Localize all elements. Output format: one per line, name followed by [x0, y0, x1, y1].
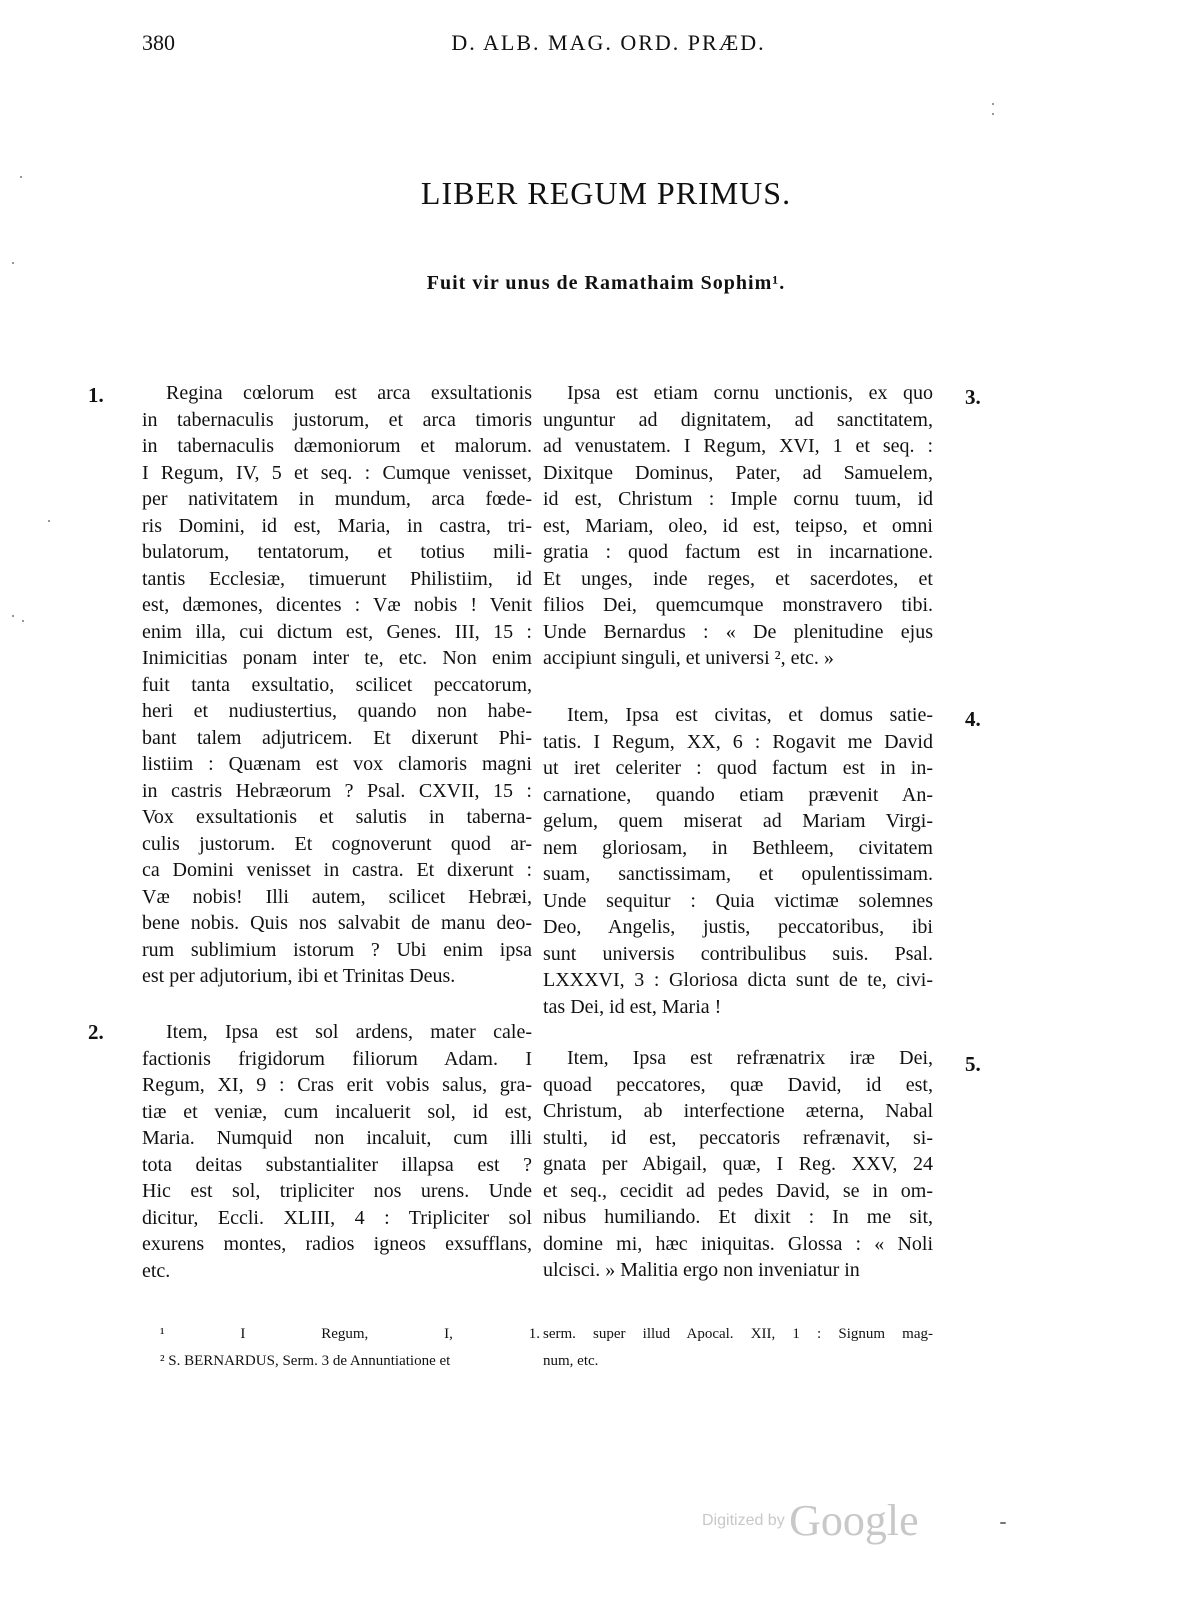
section-number-4: 4. — [965, 707, 981, 731]
text-line: gelum, quem miserat ad Mariam Virgi- — [543, 810, 933, 832]
section-4-text — [543, 702, 933, 1020]
text-line: bant talem adjutricem. Et dixerunt Phi- — [142, 726, 532, 749]
text-line: id est, Christum : Imple cornu tuum, id — [543, 488, 933, 510]
text-line: est, dæmones, dicentes : Væ nobis ! Venit — [142, 594, 532, 616]
text-line: filios Dei, quemcumque monstravero tibi. — [543, 594, 933, 616]
text-line: listiim : Quænam est vox clamoris magni — [142, 753, 532, 775]
text-line: in castris Hebræorum ? Psal. CXVII, 15 : — [142, 779, 532, 802]
text-line: ris Domini, id est, Maria, in castra, tri- — [142, 514, 532, 537]
text-line: serm. super illud Apocal. XII, 1 : Signum mag- — [543, 1326, 933, 1342]
text-line: Ipsa est etiam cornu unctionis, ex quo — [567, 382, 933, 404]
book-title: LIBER REGUM PRIMUS. — [420, 175, 792, 211]
text-line: bene nobis. Quis nos salvabit de manu deo- — [142, 912, 532, 934]
text-line: factionis frigidorum filiorum Adam. I — [142, 1047, 532, 1070]
text-line: stulti, id est, peccatoris refrænavit, si- — [543, 1126, 933, 1149]
text-line: Christum, ab interfectione æterna, Nabal — [543, 1100, 933, 1122]
text-line: domine mi, hæc iniquitas. Glossa : « Noli — [543, 1232, 933, 1255]
text-line: rum sublimium istorum ? Ubi enim ipsa — [142, 938, 532, 961]
scan-speck — [1000, 1522, 1006, 1524]
text-line: bulatorum, tentatorum, et totius mili- — [142, 541, 532, 563]
text-line: carnatione, quando etiam prævenit An- — [543, 783, 933, 806]
footnotes-left — [160, 1323, 540, 1376]
text-line: ¹ I Regum, I, 1. — [160, 1326, 540, 1342]
scan-speck — [20, 176, 22, 178]
text-line: in tabernaculis justorum, et arca timoris — [142, 408, 532, 431]
text-line: accipiunt singuli, et universi ², etc. » — [543, 647, 834, 669]
text-line: enim illa, cui dictum est, Genes. III, 15 : — [142, 620, 532, 643]
text-line: dicitur, Eccli. XLIII, 4 : Tripliciter sol — [142, 1206, 532, 1229]
footnotes-right — [543, 1323, 933, 1376]
section-number-1: 1. — [88, 383, 104, 407]
page-number: 380 — [142, 30, 175, 55]
text-line: unguntur ad dignitatem, ad sanctitatem, — [543, 408, 933, 431]
text-line: LXXXVI, 3 : Gloriosa dicta sunt de te, civi- — [543, 969, 933, 991]
text-line: Maria. Numquid non incaluit, cum illi — [142, 1127, 532, 1149]
text-line: Vox exsultationis et salutis in taberna- — [142, 806, 532, 828]
text-line: gnata per Abigail, quæ, I Reg. XXV, 24 — [543, 1153, 933, 1175]
text-line: nem gloriosam, in Bethleem, civitatem — [543, 836, 933, 859]
running-head: D. ALB. MAG. ORD. PRÆD. — [451, 30, 766, 55]
text-line: est per adjutorium, ibi et Trinitas Deus. — [142, 965, 456, 987]
text-line: tiæ et veniæ, cum incaluerit sol, id est, — [142, 1100, 532, 1123]
text-line: Deo, Angelis, justis, peccatoribus, ibi — [543, 916, 933, 938]
scan-speck — [12, 262, 14, 264]
text-line: est, Mariam, oleo, id est, teipso, et omni — [543, 514, 933, 537]
scan-speck — [992, 103, 994, 105]
text-line: et seq., cecidit ad pedes David, se in om- — [543, 1179, 933, 1202]
text-line: num, etc. — [543, 1352, 599, 1369]
text-line: I Regum, IV, 5 et seq. : Cumque venisset, — [142, 461, 532, 484]
text-line: ad venustatem. I Regum, XVI, 1 et seq. : — [543, 435, 933, 457]
text-line: in tabernaculis dæmoniorum et malorum. — [142, 435, 532, 457]
text-line: per nativitatem in mundum, arca fœde- — [142, 488, 532, 510]
watermark-prefix: Digitized by — [702, 1512, 785, 1529]
section-5-text — [543, 1045, 933, 1284]
text-line: Væ nobis! Illi autem, scilicet Hebræi, — [142, 885, 532, 908]
text-line: ut iret celeriter : quod factum est in in- — [543, 757, 933, 779]
text-line: ² S. BERNARDUS, Serm. 3 de Annuntiatione et — [160, 1352, 451, 1369]
section-number-3: 3. — [965, 385, 981, 409]
text-line: culis justorum. Et cognoverunt quod ar- — [142, 832, 532, 855]
incipit: Fuit vir unus de Ramathaim Sophim¹. — [426, 272, 786, 294]
text-line: Item, Ipsa est refrænatrix iræ Dei, — [567, 1047, 933, 1069]
text-line: gratia : quod factum est in incarnatione. — [543, 541, 933, 563]
text-line: Dixitque Dominus, Pater, ad Samuelem, — [543, 461, 933, 484]
text-line: etc. — [142, 1259, 171, 1282]
text-line: ulcisci. » Malitia ergo non inveniatur in — [543, 1259, 860, 1281]
text-line: Regum, XI, 9 : Cras erit vobis salus, gra- — [142, 1074, 532, 1096]
text-line: quoad peccatores, quæ David, id est, — [543, 1073, 933, 1096]
text-line: tas Dei, id est, Maria ! — [543, 995, 722, 1018]
text-line: suam, sanctissimam, et opulentissimam. — [543, 863, 933, 885]
text-line: fuit tanta exsultatio, scilicet peccatorum, — [142, 673, 532, 696]
section-number-5: 5. — [965, 1052, 981, 1076]
text-line: Item, Ipsa est sol ardens, mater cale- — [166, 1021, 532, 1043]
text-line: exurens montes, radios igneos exsufflans, — [142, 1233, 532, 1255]
text-line: Et unges, inde reges, et sacerdotes, et — [543, 567, 933, 590]
text-line: tantis Ecclesiæ, timuerunt Philistiim, id — [142, 567, 532, 590]
text-line: tatis. I Regum, XX, 6 : Rogavit me David — [543, 730, 933, 753]
text-line: Inimicitias ponam inter te, etc. Non enim — [142, 647, 532, 669]
section-number-2: 2. — [88, 1020, 104, 1044]
text-line: Regina cœlorum est arca exsultationis — [166, 382, 532, 404]
text-line: Unde sequitur : Quia victimæ solemnes — [543, 889, 933, 912]
text-line: ca Domini venisset in castra. Et dixerunt : — [142, 859, 532, 881]
text-line: Hic est sol, tripliciter nos urens. Unde — [142, 1180, 532, 1202]
section-3-text — [543, 380, 933, 672]
scan-speck — [22, 620, 24, 622]
digitized-by-google-watermark — [702, 1495, 919, 1546]
text-line: heri et nudiustertius, quando non habe- — [142, 700, 532, 722]
text-line: Item, Ipsa est civitas, et domus satie- — [567, 704, 933, 726]
google-logo: Google — [789, 1496, 919, 1545]
text-line: Unde Bernardus : « De plenitudine ejus — [543, 620, 933, 643]
scan-speck — [48, 520, 50, 522]
text-line: nibus humiliando. Et dixit : In me sit, — [543, 1206, 933, 1228]
scan-speck — [12, 615, 14, 617]
text-line: tota deitas substantialiter illapsa est ? — [142, 1153, 532, 1176]
scan-speck — [992, 113, 994, 115]
text-line: sunt universis contribulibus suis. Psal. — [543, 942, 933, 965]
section-1-text — [142, 380, 532, 990]
section-2-text — [142, 1019, 532, 1284]
